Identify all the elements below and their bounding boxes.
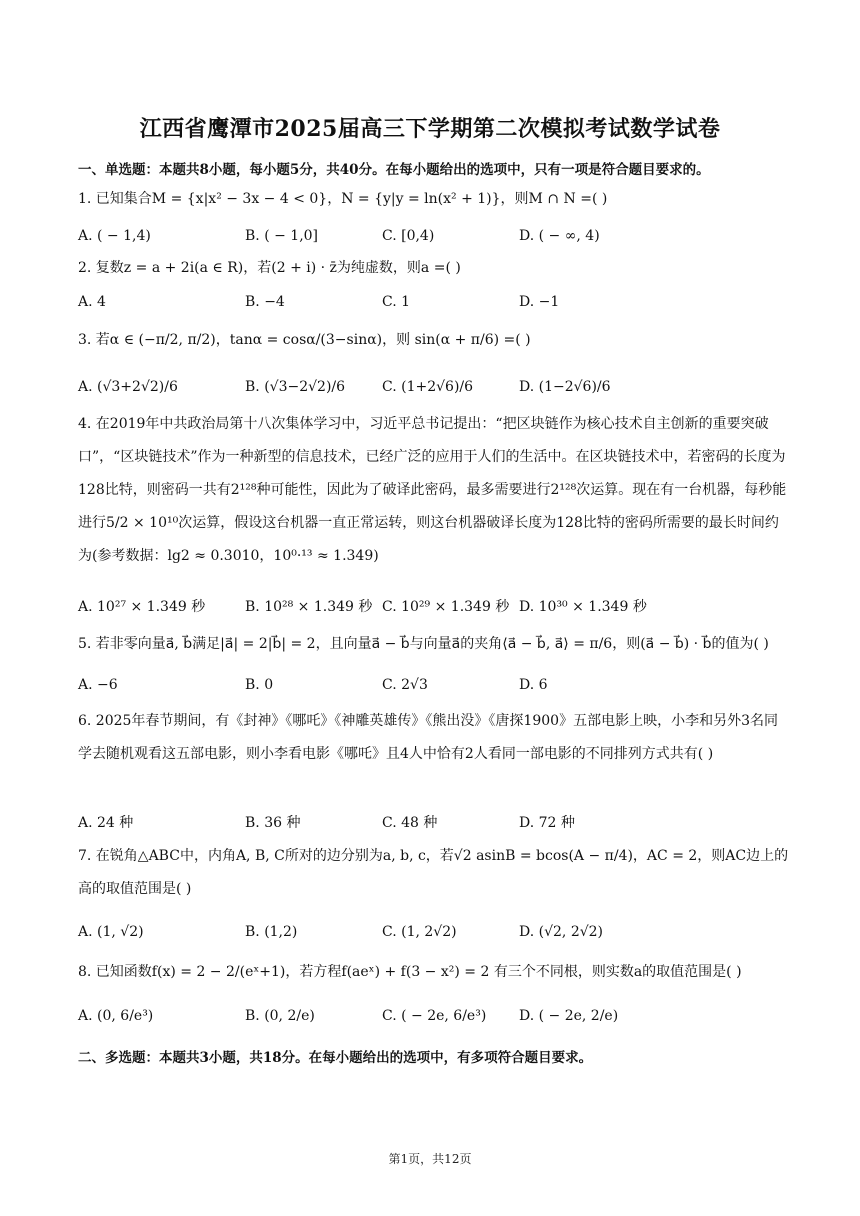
option-a[interactable]: A. (1, √2) (78, 924, 144, 940)
option-c[interactable]: C. (1+2√6)/6 (382, 379, 474, 395)
option-b[interactable]: B. 0 (245, 677, 274, 693)
option-c[interactable]: C. 1 (382, 294, 411, 310)
option-d[interactable]: D. 72 种 (519, 815, 575, 831)
section-heading-multiple-choice: 二、多选题：本题共3小题，共18分。在每小题给出的选项中，有多项符合题目要求。 (78, 1050, 593, 1066)
option-d[interactable]: D. (√2, 2√2) (519, 924, 604, 940)
option-b[interactable]: B. −4 (245, 294, 285, 310)
option-b[interactable]: B. ( − 1,0] (245, 228, 319, 244)
option-a[interactable]: A. ( − 1,4) (78, 228, 151, 244)
question-2-options (78, 294, 790, 318)
page-footer: 第1页，共12页 (388, 1152, 472, 1166)
option-b[interactable]: B. (1,2) (245, 924, 298, 940)
option-a[interactable]: A. −6 (78, 677, 118, 693)
question-5-options (78, 677, 790, 701)
question-3-options (78, 379, 790, 403)
option-d[interactable]: D. (1−2√6)/6 (519, 379, 611, 395)
question-6: 6. 2025年春节期间，有《封神》《哪吒》《神雕英雄传》《熊出没》《唐探1900》五部电影上映，小李和另外3名同学去随机观看这五部电影，则小李看电影《哪吒》且4人中恰有2人看同一部电影的不同排列方式共有( ) (78, 713, 778, 762)
question-8: 8. 已知函数f(x) = 2 − 2/(eˣ+1)，若方程f(aeˣ) + f(3 − x²) = 2 有三个不同根，则实数a的取值范围是( ) (78, 964, 742, 980)
question-7-options (78, 924, 790, 948)
question-7: 7. 在锐角△ABC中，内角A, B, C所对的边分别为a, b, c，若√2 asinB = bcos(A − π/4)，AC = 2，则AC边上的高的取值范围是( ) (78, 848, 789, 897)
question-4: 4. 在2019年中共政治局第十八次集体学习中，习近平总书记提出：“把区块链作为核心技术自主创新的重要突破口”，“区块链技术”作为一种新型的信息技术，已经广泛的应用于人们的生活中。在区块链技术中，若密码的长度为128比特，则密码一共有2¹²⁸种可能性，因此为了破译此密码，最多需要进行2¹²⁸次运算。现在有一台机器，每秒能进行5/2 × 10¹⁰次运算，假设这台机器一直正常运转，则这台机器破译长度为128比特的密码所需要的最长时间约为(参考数据：lg2 ≈ 0.3010，10⁰·¹³ ≈ 1.349) (78, 416, 787, 564)
question-5: 5. 若非零向量a⃗, b⃗满足|a⃗| = 2|b⃗| = 2，且向量a⃗ − b⃗与向量a⃗的夹角⟨a⃗ − b⃗, a⃗⟩ = π/6，则(a⃗ − b⃗) · b⃗的值为( ) (78, 636, 769, 652)
question-4-options (78, 596, 790, 620)
option-b[interactable]: B. 10²⁸ × 1.349 秒 (245, 599, 373, 615)
option-d[interactable]: D. −1 (519, 294, 560, 310)
option-a[interactable]: A. 24 种 (78, 815, 134, 831)
option-a[interactable]: A. 4 (78, 294, 106, 310)
section-heading-single-choice: 一、单选题：本题共8小题，每小题5分，共40分。在每小题给出的选项中，只有一项是符合题目要求的。 (78, 162, 710, 178)
option-a[interactable]: A. (√3+2√2)/6 (78, 379, 178, 395)
question-8-options (78, 1008, 790, 1032)
option-c[interactable]: C. (1, 2√2) (382, 924, 457, 940)
question-2: 2. 复数z = a + 2i(a ∈ R)，若(2 + i) · z̄为纯虚数，则a =( ) (78, 260, 461, 276)
question-1: 1. 已知集合M = {x|x² − 3x − 4 < 0}，N = {y|y = ln(x² + 1)}，则M ∩ N =( ) (78, 191, 608, 207)
question-6-options (78, 812, 790, 836)
option-c[interactable]: C. [0,4) (382, 228, 435, 244)
page-title: 江西省鹰潭市2025届高三下学期第二次模拟考试数学试卷 (139, 116, 721, 142)
option-b[interactable]: B. (√3−2√2)/6 (245, 379, 346, 395)
option-a[interactable]: A. (0, 6/e³) (78, 1008, 154, 1024)
question-1-options (78, 228, 790, 252)
option-b[interactable]: B. (0, 2/e) (245, 1008, 315, 1024)
option-d[interactable]: D. ( − ∞, 4) (519, 228, 600, 244)
question-3: 3. 若α ∈ (−π/2, π/2)，tanα = cosα/(3−sinα)，则 sin(α + π/6) =( ) (78, 332, 531, 348)
option-c[interactable]: C. 48 种 (382, 815, 438, 831)
option-c[interactable]: C. 2√3 (382, 677, 428, 693)
option-d[interactable]: D. 6 (519, 677, 548, 693)
option-b[interactable]: B. 36 种 (245, 815, 301, 831)
option-a[interactable]: A. 10²⁷ × 1.349 秒 (78, 599, 206, 615)
option-c[interactable]: C. ( − 2e, 6/e³) (382, 1008, 487, 1024)
option-c[interactable]: C. 10²⁹ × 1.349 秒 (382, 599, 510, 615)
option-d[interactable]: D. 10³⁰ × 1.349 秒 (519, 599, 647, 615)
option-d[interactable]: D. ( − 2e, 2/e) (519, 1008, 619, 1024)
